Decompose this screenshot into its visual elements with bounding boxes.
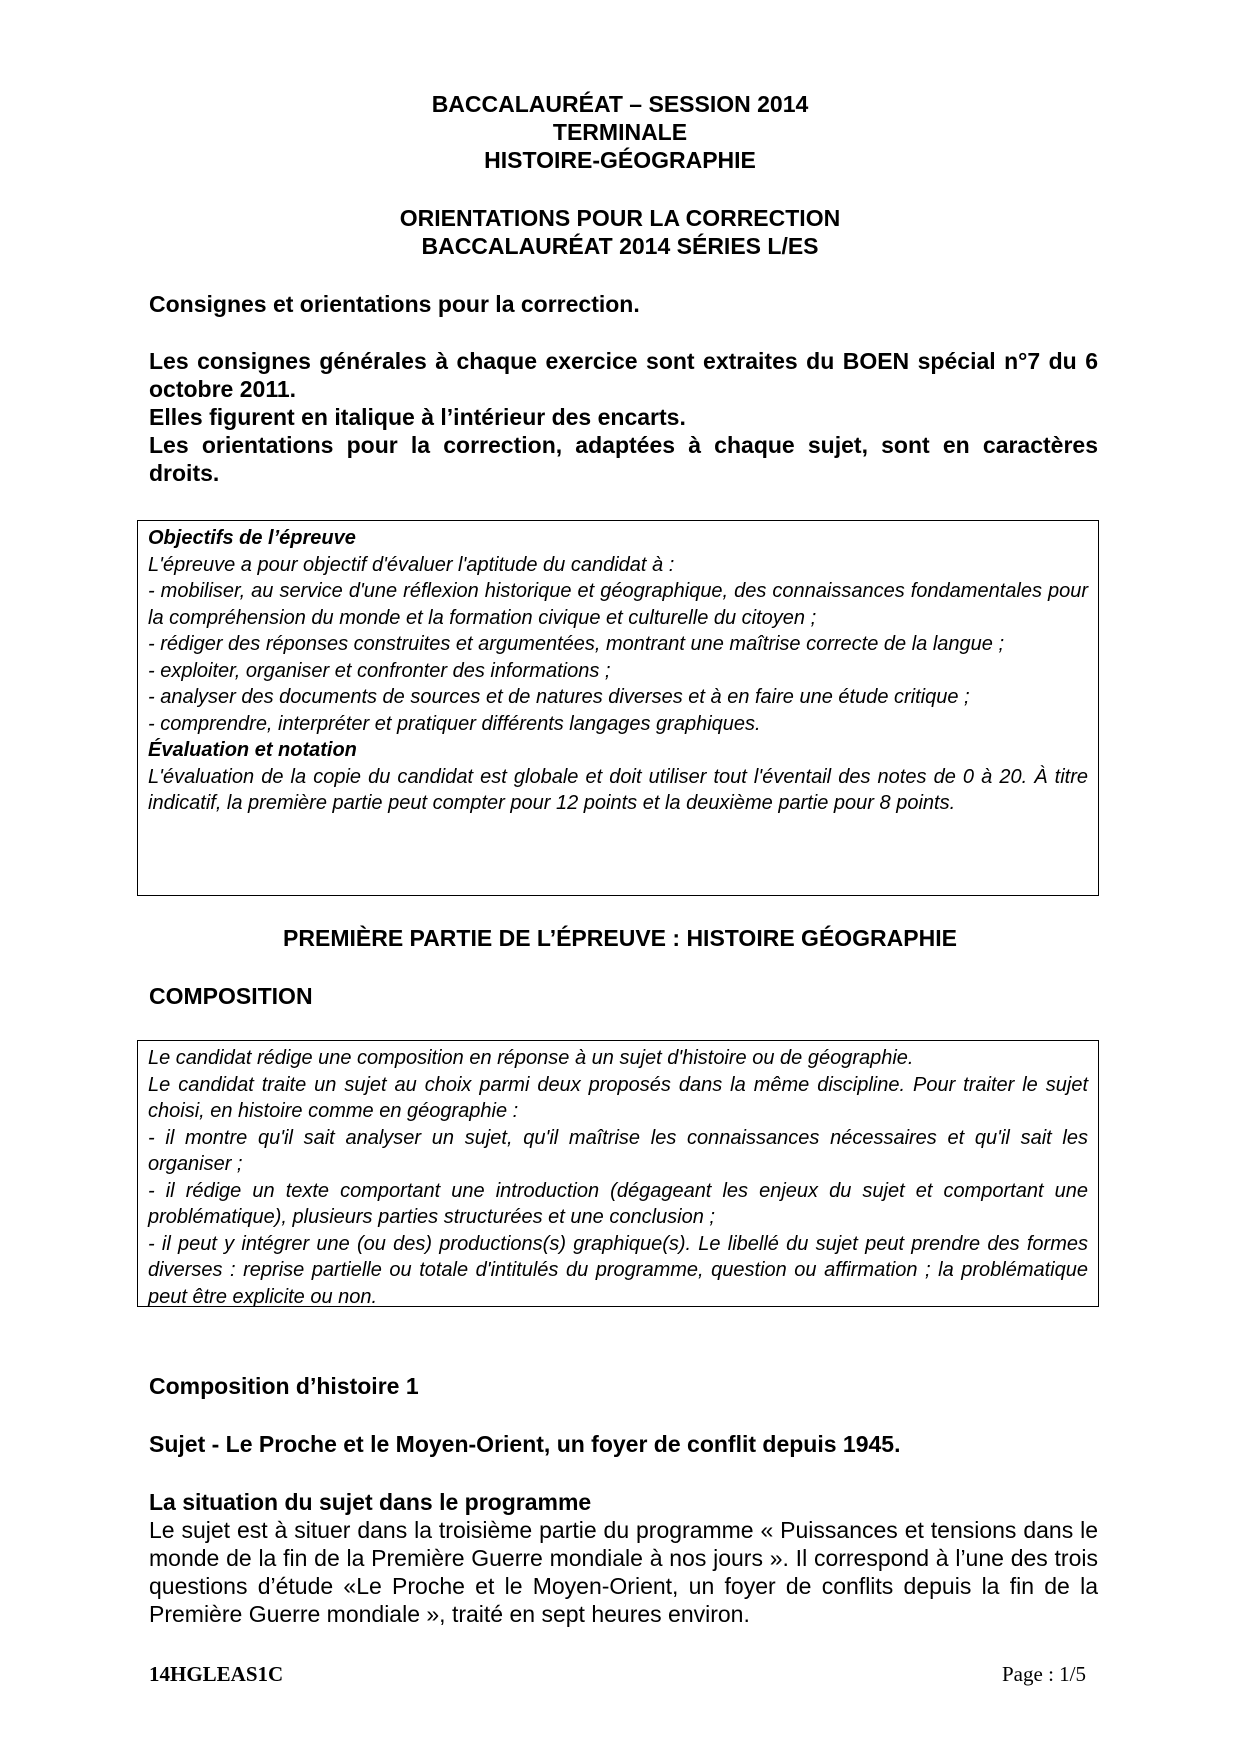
objective-item: - comprendre, interpréter et pratiquer différents langages graphiques. xyxy=(148,712,761,735)
situation-title: La situation du sujet dans le programme xyxy=(149,1489,592,1515)
document-code: 14HGLEAS1C xyxy=(149,1662,284,1686)
intro-italic-note: Elles figurent en italique à l’intérieur des encarts. xyxy=(149,404,686,430)
header-subject: HISTOIRE-GÉOGRAPHIE xyxy=(484,147,756,173)
composition-instructions-box xyxy=(137,1040,1099,1307)
header-level: TERMINALE xyxy=(552,119,688,145)
composition-criterion: - il rédige un texte comportant une introduction (dégageant les enjeux du sujet et comportant une problématique), plusieurs parties structurées et une conclusion ; xyxy=(148,1179,1088,1228)
objective-item: - exploiter, organiser et confronter des informations ; xyxy=(148,659,611,682)
page-number: Page : 1/5 xyxy=(1002,1662,1086,1686)
intro-paragraph xyxy=(149,347,1098,487)
composition-criterion: - il montre qu'il sait analyser un sujet, qu'il maîtrise les connaissances nécessaires et qu'il sait les organiser ; xyxy=(148,1126,1088,1175)
evaluation-text: L'évaluation de la copie du candidat est globale et doit utiliser tout l'éventail des notes de 0 à 20. À titre indicatif, la première partie peut compter pour 12 points et la deuxième partie pour 8 points. xyxy=(148,765,1088,814)
header-session: BACCALAURÉAT – SESSION 2014 xyxy=(431,91,809,117)
objective-item: - mobiliser, au service d'une réflexion historique et géographique, des connaissances fondamentales pour la compréhension du monde et la formation civique et culturelle du citoyen ; xyxy=(148,580,1088,629)
correction-header xyxy=(0,204,1240,260)
composition-instruction: Le candidat rédige une composition en réponse à un sujet d'histoire ou de géographie. xyxy=(148,1047,914,1069)
objective-item: - analyser des documents de sources et de natures diverses et à en faire une étude critique ; xyxy=(148,686,970,708)
situation-text: Le sujet est à situer dans la troisième partie du programme « Puissances et tensions dans le monde de la fin de la Première Guerre mondiale à nos jours ». Il correspond à l’une des trois questions d’étude «Le Proche et le Moyen-Orient, un foyer de conflits depuis la fin de la Première Guerre mondiale », traité en sept heures environ. xyxy=(149,1517,1098,1627)
sujet-title: Sujet - Le Proche et le Moyen-Orient, un foyer de conflit depuis 1945. xyxy=(149,1431,901,1457)
subheader-orientations: ORIENTATIONS POUR LA CORRECTION xyxy=(399,205,841,231)
intro-orientations-note: Les orientations pour la correction, adaptées à chaque sujet, sont en caractères droits. xyxy=(149,432,1098,486)
objectives-lead: L'épreuve a pour objectif d'évaluer l'aptitude du candidat à : xyxy=(148,553,675,576)
subheader-series: BACCALAURÉAT 2014 SÉRIES L/ES xyxy=(421,233,819,259)
part1-title: PREMIÈRE PARTIE DE L’ÉPREUVE : HISTOIRE GÉOGRAPHIE xyxy=(283,925,957,951)
composition-history-1-title: Composition d’histoire 1 xyxy=(149,1373,419,1399)
objectives-box xyxy=(137,520,1099,896)
objectives-title: Objectifs de l’épreuve xyxy=(148,527,356,549)
composition-criterion: - il peut y intégrer une (ou des) productions(s) graphique(s). Le libellé du sujet peut prendre des formes diverses : reprise partielle ou totale d'intitulés du programme, question ou affirmation ; la problématique peut être explicite ou non. xyxy=(148,1232,1088,1308)
composition-heading: COMPOSITION xyxy=(149,983,313,1009)
consignes-title: Consignes et orientations pour la correction. xyxy=(149,291,640,317)
exam-header xyxy=(0,90,1240,174)
objective-item: - rédiger des réponses construites et argumentées, montrant une maîtrise correcte de la langue ; xyxy=(148,633,1005,655)
composition-instruction: Le candidat traite un sujet au choix parmi deux proposés dans la même discipline. Pour traiter le sujet choisi, en histoire comme en géographie : xyxy=(148,1073,1088,1122)
intro-consignes-source: Les consignes générales à chaque exercice sont extraites du BOEN spécial n°7 du 6 octobre 2011. xyxy=(149,348,1098,402)
evaluation-title: Évaluation et notation xyxy=(148,739,357,761)
